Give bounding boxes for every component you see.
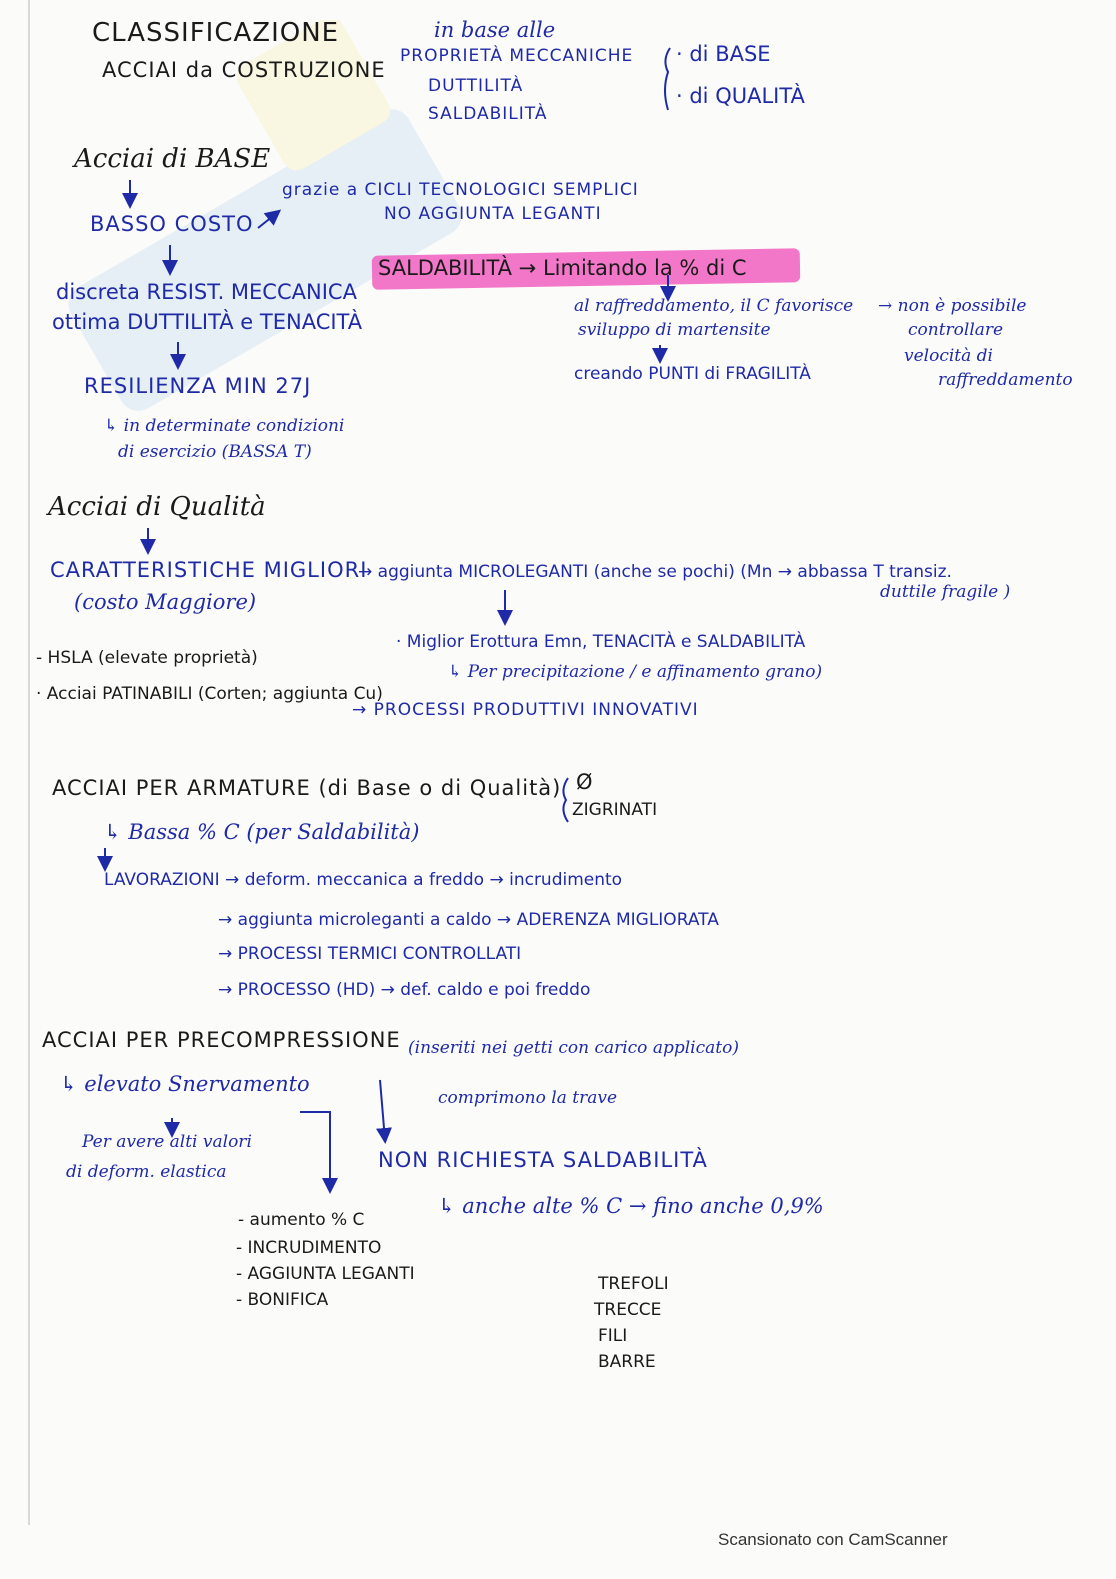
arrow-stress-line xyxy=(300,1112,330,1190)
microalloy: → aggiunta MICROLEGANTI (anche se pochi) (Mn → abbassa T transiz. xyxy=(358,562,952,582)
brace-categories xyxy=(665,48,670,110)
improvement: · Miglior Erottura Emn, TENACITÀ e SALDABILITÀ xyxy=(396,632,806,652)
innovative-processes: → PROCESSI PRODUTTIVI INNOVATIVI xyxy=(352,700,699,720)
rebar-type-ribbed: ZIGRINATI xyxy=(572,800,658,820)
method-carbon: - aumento % C xyxy=(238,1210,365,1230)
weldability-note: SALDABILITÀ → Limitando la % di C xyxy=(378,256,747,280)
reason-no-alloy: NO AGGIUNTA LEGANTI xyxy=(384,204,602,224)
rebar-heading: ACCIAI PER ARMATURE (di Base o di Qualità) xyxy=(52,776,562,800)
method-quench: - BONIFICA xyxy=(236,1290,329,1310)
quality-heading: Acciai di Qualità xyxy=(48,492,266,522)
higher-cost: (costo Maggiore) xyxy=(74,590,257,614)
prestress-heading: ACCIAI PER PRECOMPRESSIONE xyxy=(42,1028,401,1052)
weld-note-2: sviluppo di martensite xyxy=(578,320,771,340)
high-carbon: ↳ anche alte % C → fino anche 0,9% xyxy=(438,1194,824,1218)
work-4: → PROCESSO (HD) → def. caldo e poi freddo xyxy=(218,980,591,1000)
rebar-type-smooth: Ø xyxy=(576,770,593,794)
purpose-2: di deform. elastica xyxy=(66,1162,227,1182)
condition-2: di esercizio (BASSA T) xyxy=(118,442,312,462)
no-weld-required: NON RICHIESTA SALDABILITÀ xyxy=(378,1148,708,1172)
low-cost: BASSO COSTO xyxy=(90,212,254,236)
low-carbon: ↳ Bassa % C (per Saldabilità) xyxy=(104,820,420,844)
prop-ductility: ottima DUTTILITÀ e TENACITÀ xyxy=(52,310,363,334)
control-note-2: controllare xyxy=(908,320,1004,340)
work-3: → PROCESSI TERMICI CONTROLLATI xyxy=(218,944,522,964)
control-note-4: raffreddamento xyxy=(938,370,1073,390)
brace-rebar xyxy=(563,778,568,822)
form-strands: TREFOLI xyxy=(598,1274,669,1294)
hsla: - HSLA (elevate proprietà) xyxy=(36,648,258,668)
resilience: RESILIENZA MIN 27J xyxy=(84,374,312,398)
work-1: LAVORAZIONI → deform. meccanica a freddo → incrudimento xyxy=(104,870,623,890)
condition-1: ↳ in determinate condizioni xyxy=(104,416,345,436)
scanner-footer: Scansionato con CamScanner xyxy=(718,1530,948,1549)
work-2: → aggiunta microleganti a caldo → ADERENZA MIGLIORATA xyxy=(218,910,719,930)
page-subtitle: ACCIAI da COSTRUZIONE xyxy=(102,58,386,82)
category-base: · di BASE xyxy=(676,42,771,66)
prestress-paren-2: comprimono la trave xyxy=(438,1088,617,1108)
reason-cycles: grazie a CICLI TECNOLOGICI SEMPLICI xyxy=(282,180,639,200)
control-note-3: velocità di xyxy=(904,346,993,366)
prop-resistance: discreta RESIST. MECCANICA xyxy=(56,280,357,304)
arrow-cost-right xyxy=(258,212,278,228)
weld-note-1: al raffreddamento, il C favorisce xyxy=(574,296,854,316)
form-bars: BARRE xyxy=(598,1352,656,1372)
basis-ductility: DUTTILITÀ xyxy=(428,76,524,96)
basis-weldability: SALDABILITÀ xyxy=(428,104,548,124)
method-alloy: - AGGIUNTA LEGANTI xyxy=(236,1264,415,1284)
microalloy-2: duttile fragile ) xyxy=(880,582,1011,602)
arrow-noweld-down xyxy=(380,1080,385,1140)
method-hardening: - INCRUDIMENTO xyxy=(236,1238,382,1258)
page-title: CLASSIFICAZIONE xyxy=(92,18,340,48)
category-quality: · di QUALITÀ xyxy=(676,84,805,108)
form-wires: FILI xyxy=(598,1326,628,1346)
base-heading: Acciai di BASE xyxy=(74,144,271,174)
weld-note-3: creando PUNTI di FRAGILITÀ xyxy=(574,364,811,384)
improvement-2: ↳ Per precipitazione / e affinamento grano) xyxy=(448,662,823,682)
basis-intro: in base alle xyxy=(434,18,556,42)
form-braids: TRECCE xyxy=(594,1300,662,1320)
prestress-paren-1: (inseriti nei getti con carico applicato) xyxy=(408,1038,739,1058)
control-note-1: → non è possibile xyxy=(878,296,1027,316)
patinable: · Acciai PATINABILI (Corten; aggiunta Cu) xyxy=(36,684,383,704)
better-characteristics: CARATTERISTICHE MIGLIORI xyxy=(50,558,368,582)
high-yield: ↳ elevato Snervamento xyxy=(60,1072,310,1096)
purpose-1: Per avere alti valori xyxy=(82,1132,252,1152)
basis-mechanical: PROPRIETÀ MECCANICHE xyxy=(400,46,634,66)
